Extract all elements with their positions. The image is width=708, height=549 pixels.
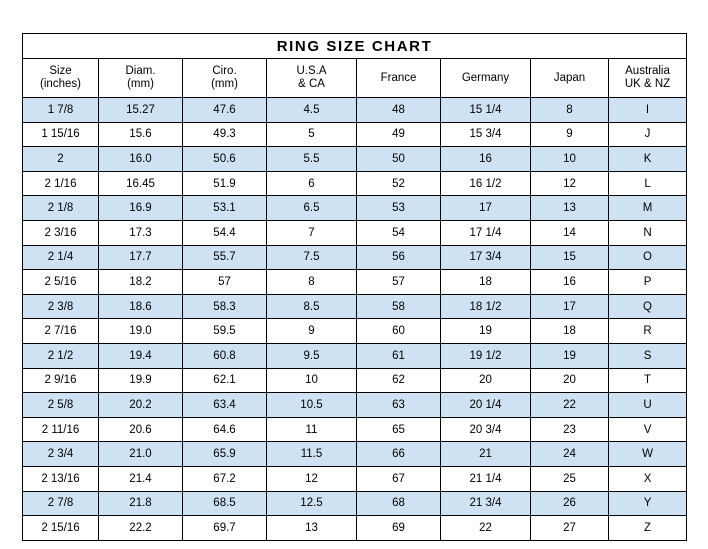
table-row bbox=[23, 393, 687, 418]
table-cell: 16 bbox=[531, 270, 609, 295]
table-cell: 48 bbox=[357, 98, 441, 123]
table-cell: 62.1 bbox=[183, 368, 267, 393]
table-cell: 54 bbox=[357, 220, 441, 245]
table-cell: 20 3/4 bbox=[441, 417, 531, 442]
table-header-row bbox=[23, 59, 687, 98]
table-cell: 19.4 bbox=[99, 343, 183, 368]
page-title: RING SIZE CHART bbox=[23, 34, 687, 59]
table-cell: 19 bbox=[531, 343, 609, 368]
table-row bbox=[23, 368, 687, 393]
table-cell: 67.2 bbox=[183, 466, 267, 491]
table-cell: 26 bbox=[531, 491, 609, 516]
table-row bbox=[23, 196, 687, 221]
table-cell: X bbox=[609, 466, 687, 491]
table-cell: 21.4 bbox=[99, 466, 183, 491]
table-cell: 17 3/4 bbox=[441, 245, 531, 270]
table-cell: 69.7 bbox=[183, 516, 267, 541]
chart-title-row bbox=[23, 34, 687, 59]
column-header-3 bbox=[267, 59, 357, 98]
table-row bbox=[23, 343, 687, 368]
table-cell: M bbox=[609, 196, 687, 221]
table-cell: 8 bbox=[531, 98, 609, 123]
column-header-line1: Japan bbox=[553, 71, 586, 84]
table-cell: 18 bbox=[531, 319, 609, 344]
table-cell: 23 bbox=[531, 417, 609, 442]
table-cell: 8 bbox=[267, 270, 357, 295]
table-cell: L bbox=[609, 171, 687, 196]
table-cell: I bbox=[609, 98, 687, 123]
column-header-line1: U.S.A bbox=[296, 65, 327, 77]
table-cell: 13 bbox=[531, 196, 609, 221]
table-cell: 22 bbox=[531, 393, 609, 418]
table-cell: Z bbox=[609, 516, 687, 541]
table-cell: 19 1/2 bbox=[441, 343, 531, 368]
table-row bbox=[23, 319, 687, 344]
column-header-line1: Size bbox=[49, 65, 72, 77]
table-cell: 57 bbox=[183, 270, 267, 295]
table-cell: 19.9 bbox=[99, 368, 183, 393]
table-cell: 15 1/4 bbox=[441, 98, 531, 123]
table-cell: 9.5 bbox=[267, 343, 357, 368]
table-cell: 16.9 bbox=[99, 196, 183, 221]
table-cell: 61 bbox=[357, 343, 441, 368]
table-cell: 5.5 bbox=[267, 147, 357, 172]
table-cell: 2 7/8 bbox=[23, 491, 99, 516]
table-cell: 2 3/8 bbox=[23, 294, 99, 319]
table-cell: 15.27 bbox=[99, 98, 183, 123]
table-cell: 5 bbox=[267, 122, 357, 147]
table-cell: Q bbox=[609, 294, 687, 319]
table-cell: 20 bbox=[441, 368, 531, 393]
table-cell: 68.5 bbox=[183, 491, 267, 516]
table-cell: 11 bbox=[267, 417, 357, 442]
table-cell: 10 bbox=[267, 368, 357, 393]
table-cell: 22 bbox=[441, 516, 531, 541]
table-cell: S bbox=[609, 343, 687, 368]
table-cell: 16.0 bbox=[99, 147, 183, 172]
table-cell: 12 bbox=[267, 466, 357, 491]
column-header-5 bbox=[441, 59, 531, 98]
table-cell: 2 5/8 bbox=[23, 393, 99, 418]
table-cell: 54.4 bbox=[183, 220, 267, 245]
table-cell: 2 13/16 bbox=[23, 466, 99, 491]
table-cell: 20 bbox=[531, 368, 609, 393]
table-row bbox=[23, 516, 687, 541]
table-cell: 25 bbox=[531, 466, 609, 491]
table-cell: 2 15/16 bbox=[23, 516, 99, 541]
column-header-line2: UK & NZ bbox=[624, 78, 671, 90]
table-cell: 14 bbox=[531, 220, 609, 245]
column-header-0 bbox=[23, 59, 99, 98]
table-cell: 21.8 bbox=[99, 491, 183, 516]
table-cell: R bbox=[609, 319, 687, 344]
table-cell: 53.1 bbox=[183, 196, 267, 221]
table-cell: 9 bbox=[531, 122, 609, 147]
column-header-1 bbox=[99, 59, 183, 98]
table-cell: 2 5/16 bbox=[23, 270, 99, 295]
table-cell: 60.8 bbox=[183, 343, 267, 368]
table-cell: 9 bbox=[267, 319, 357, 344]
table-cell: 2 9/16 bbox=[23, 368, 99, 393]
table-cell: 49.3 bbox=[183, 122, 267, 147]
table-row bbox=[23, 491, 687, 516]
table-row bbox=[23, 417, 687, 442]
table-cell: T bbox=[609, 368, 687, 393]
table-cell: 17 1/4 bbox=[441, 220, 531, 245]
table-cell: 2 1/2 bbox=[23, 343, 99, 368]
table-row bbox=[23, 171, 687, 196]
column-header-7 bbox=[609, 59, 687, 98]
table-row bbox=[23, 270, 687, 295]
table-cell: 67 bbox=[357, 466, 441, 491]
ring-size-chart-table bbox=[22, 33, 687, 541]
table-cell: J bbox=[609, 122, 687, 147]
table-cell: 21 3/4 bbox=[441, 491, 531, 516]
table-cell: 2 3/16 bbox=[23, 220, 99, 245]
table-cell: 13 bbox=[267, 516, 357, 541]
table-cell: 69 bbox=[357, 516, 441, 541]
table-cell: 27 bbox=[531, 516, 609, 541]
table-cell: 50.6 bbox=[183, 147, 267, 172]
table-cell: U bbox=[609, 393, 687, 418]
table-cell: 63.4 bbox=[183, 393, 267, 418]
table-row bbox=[23, 466, 687, 491]
table-cell: 49 bbox=[357, 122, 441, 147]
table-cell: 58.3 bbox=[183, 294, 267, 319]
table-cell: 10 bbox=[531, 147, 609, 172]
table-cell: 64.6 bbox=[183, 417, 267, 442]
table-cell: P bbox=[609, 270, 687, 295]
table-cell: 56 bbox=[357, 245, 441, 270]
table-cell: 4.5 bbox=[267, 98, 357, 123]
table-cell: N bbox=[609, 220, 687, 245]
table-cell: 18.2 bbox=[99, 270, 183, 295]
table-cell: 10.5 bbox=[267, 393, 357, 418]
column-header-line1: Germany bbox=[461, 71, 510, 84]
table-cell: 50 bbox=[357, 147, 441, 172]
table-row bbox=[23, 147, 687, 172]
table-cell: 1 7/8 bbox=[23, 98, 99, 123]
table-cell: 58 bbox=[357, 294, 441, 319]
table-cell: 2 1/16 bbox=[23, 171, 99, 196]
table-cell: 18.6 bbox=[99, 294, 183, 319]
table-cell: 15 3/4 bbox=[441, 122, 531, 147]
table-cell: 59.5 bbox=[183, 319, 267, 344]
table-cell: 20.6 bbox=[99, 417, 183, 442]
table-cell: 2 3/4 bbox=[23, 442, 99, 467]
column-header-4 bbox=[357, 59, 441, 98]
table-row bbox=[23, 442, 687, 467]
table-cell: 63 bbox=[357, 393, 441, 418]
table-cell: 6 bbox=[267, 171, 357, 196]
column-header-line2: (mm) bbox=[127, 78, 154, 90]
table-cell: 17.3 bbox=[99, 220, 183, 245]
column-header-line1: Ciro. bbox=[212, 65, 237, 77]
table-cell: 2 1/4 bbox=[23, 245, 99, 270]
table-cell: 18 bbox=[441, 270, 531, 295]
table-cell: 1 15/16 bbox=[23, 122, 99, 147]
table-cell: 19 bbox=[441, 319, 531, 344]
table-cell: W bbox=[609, 442, 687, 467]
table-cell: 21 1/4 bbox=[441, 466, 531, 491]
column-header-line2: (inches) bbox=[40, 78, 81, 90]
table-cell: 53 bbox=[357, 196, 441, 221]
column-header-line2: & CA bbox=[298, 78, 325, 90]
table-cell: 17 bbox=[441, 196, 531, 221]
table-cell: 11.5 bbox=[267, 442, 357, 467]
column-header-line1: France bbox=[380, 71, 417, 84]
table-cell: 47.6 bbox=[183, 98, 267, 123]
table-cell: 16.45 bbox=[99, 171, 183, 196]
table-cell: 65.9 bbox=[183, 442, 267, 467]
table-cell: 12 bbox=[531, 171, 609, 196]
table-cell: 2 7/16 bbox=[23, 319, 99, 344]
table-cell: 66 bbox=[357, 442, 441, 467]
table-cell: 15 bbox=[531, 245, 609, 270]
table-cell: 55.7 bbox=[183, 245, 267, 270]
table-cell: 6.5 bbox=[267, 196, 357, 221]
table-cell: Y bbox=[609, 491, 687, 516]
table-cell: 17.7 bbox=[99, 245, 183, 270]
table-row bbox=[23, 98, 687, 123]
table-cell: O bbox=[609, 245, 687, 270]
table-cell: 17 bbox=[531, 294, 609, 319]
table-cell: 16 1/2 bbox=[441, 171, 531, 196]
table-cell: 2 11/16 bbox=[23, 417, 99, 442]
table-cell: 15.6 bbox=[99, 122, 183, 147]
table-row bbox=[23, 220, 687, 245]
column-header-line2: (mm) bbox=[211, 78, 238, 90]
table-cell: 21.0 bbox=[99, 442, 183, 467]
table-cell: 52 bbox=[357, 171, 441, 196]
table-cell: 60 bbox=[357, 319, 441, 344]
table-cell: 24 bbox=[531, 442, 609, 467]
table-cell: 18 1/2 bbox=[441, 294, 531, 319]
column-header-6 bbox=[531, 59, 609, 98]
column-header-2 bbox=[183, 59, 267, 98]
table-cell: 57 bbox=[357, 270, 441, 295]
table-cell: 68 bbox=[357, 491, 441, 516]
table-cell: 19.0 bbox=[99, 319, 183, 344]
column-header-line1: Australia bbox=[625, 65, 670, 77]
table-cell: 7.5 bbox=[267, 245, 357, 270]
table-cell: 16 bbox=[441, 147, 531, 172]
table-cell: 12.5 bbox=[267, 491, 357, 516]
table-cell: 62 bbox=[357, 368, 441, 393]
table-cell: 8.5 bbox=[267, 294, 357, 319]
table-row bbox=[23, 294, 687, 319]
column-header-line1: Diam. bbox=[125, 65, 156, 77]
table-cell: V bbox=[609, 417, 687, 442]
table-row bbox=[23, 245, 687, 270]
table-cell: 65 bbox=[357, 417, 441, 442]
table-cell: 2 1/8 bbox=[23, 196, 99, 221]
table-cell: 20 1/4 bbox=[441, 393, 531, 418]
table-cell: 21 bbox=[441, 442, 531, 467]
table-cell: 2 bbox=[23, 147, 99, 172]
table-cell: 51.9 bbox=[183, 171, 267, 196]
table-cell: K bbox=[609, 147, 687, 172]
table-cell: 7 bbox=[267, 220, 357, 245]
table-row bbox=[23, 122, 687, 147]
table-cell: 20.2 bbox=[99, 393, 183, 418]
table-cell: 22.2 bbox=[99, 516, 183, 541]
